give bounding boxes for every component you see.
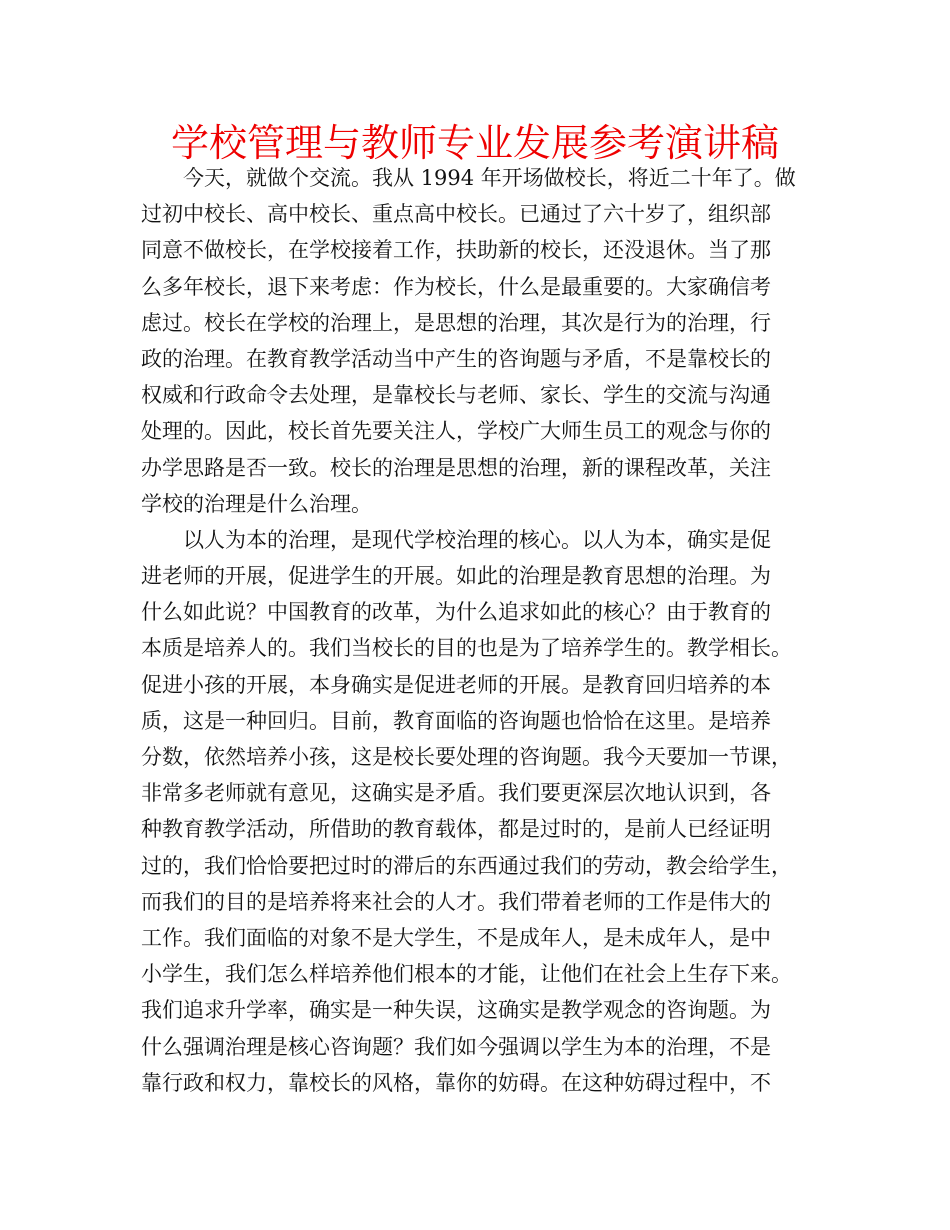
document-body <box>141 160 821 1101</box>
text-line: 过的，我们恰恰要把过时的滞后的东西通过我们的劳动，教会给学生， <box>141 853 792 878</box>
text-line: 而我们的目的是培养将来社会的人才。我们带着老师的工作是伟大的 <box>141 889 771 914</box>
text-line: 种教育教学活动，所借助的教育载体，都是过时的，是前人已经证明 <box>141 817 771 842</box>
text-line: 今天，就做个交流。我从 1994 年开场做校长，将近二十年了。做 <box>183 166 796 190</box>
paragraph-2 <box>141 522 821 1101</box>
text-line: 政的治理。在教育教学活动当中产生的咨询题与矛盾，不是靠校长的 <box>141 346 771 371</box>
text-line: 处理的。因此，校长首先要关注人，学校广大师生员工的观念与你的 <box>141 419 771 444</box>
text-line: 什么强调治理是核心咨询题？我们如今强调以学生为本的治理，不是 <box>141 1034 771 1059</box>
text-line: 办学思路是否一致。校长的治理是思想的治理，新的课程改革，关注 <box>141 455 771 480</box>
text-line: 本质是培养人的。我们当校长的目的也是为了培养学生的。教学相长。 <box>141 636 792 661</box>
text-line: 权威和行政命令去处理，是靠校长与老师、家长、学生的交流与沟通 <box>141 383 771 408</box>
text-line: 以人为本的治理，是现代学校治理的核心。以人为本，确实是促 <box>183 527 771 552</box>
text-line: 么多年校长，退下来考虑：作为校长，什么是最重要的。大家确信考 <box>141 274 771 299</box>
text-line: 我们追求升学率，确实是一种失误，这确实是教学观念的咨询题。为 <box>141 998 771 1023</box>
text-line: 学校的治理是什么治理。 <box>141 491 372 516</box>
text-line: 什么如此说？中国教育的改革，为什么追求如此的核心？由于教育的 <box>141 600 771 625</box>
text-line: 促进小孩的开展，本身确实是促进老师的开展。是教育回归培养的本 <box>141 672 771 697</box>
text-line: 质，这是一种回归。目前，教育面临的咨询题也恰恰在这里。是培养 <box>141 708 771 733</box>
text-line: 过初中校长、高中校长、重点高中校长。已通过了六十岁了，组织部 <box>141 202 771 227</box>
text-line: 非常多老师就有意见，这确实是矛盾。我们要更深层次地认识到，各 <box>141 781 771 806</box>
text-line: 小学生，我们怎么样培养他们根本的才能，让他们在社会上生存下来。 <box>141 962 792 987</box>
text-line: 分数，依然培养小孩，这是校长要处理的咨询题。我今天要加一节课， <box>141 745 792 769</box>
document-title: 学校管理与教师专业发展参考演讲稿 <box>170 121 779 165</box>
text-line: 靠行政和权力，靠校长的风格，靠你的妨碍。在这种妨碍过程中，不 <box>141 1070 771 1095</box>
text-line: 工作。我们面临的对象不是大学生，不是成年人，是未成年人，是中 <box>141 925 771 950</box>
text-line: 进老师的开展，促进学生的开展。如此的治理是教育思想的治理。为 <box>141 564 771 589</box>
text-line: 同意不做校长，在学校接着工作，扶助新的校长，还没退休。当了那 <box>141 238 771 263</box>
paragraph-1 <box>141 160 821 522</box>
text-line: 虑过。校长在学校的治理上，是思想的治理，其次是行为的治理，行 <box>141 310 771 335</box>
